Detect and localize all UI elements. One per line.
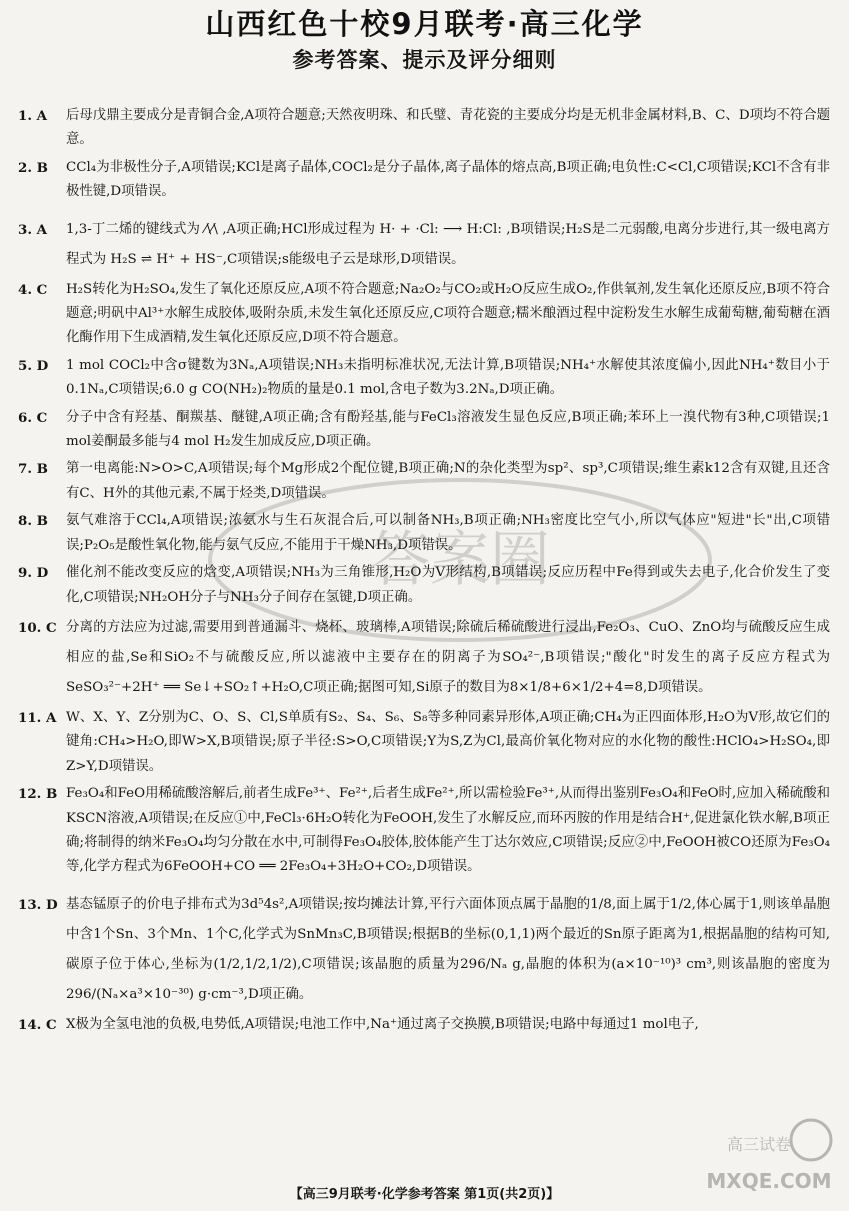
answer-text: CCl₄为非极性分子,A项错误;KCl是离子晶体,COCl₂是分子晶体,离子晶体的熔点高,B项正确;电负性:C<Cl,C项错误;KCl不含有非极性键,D项错误。 (66, 159, 830, 200)
answer-item (18, 278, 830, 351)
answer-number: 3. A (18, 221, 48, 238)
answer-list (18, 104, 830, 1040)
answer-item (18, 104, 830, 153)
answer-item (18, 613, 830, 703)
answer-item (18, 215, 830, 275)
answer-text: X极为全氢电池的负极,电势低,A项错误;电池工作中,Na⁺通过离子交换膜,B项错误;电路中每通过1 mol电子, (66, 1016, 699, 1032)
answer-number: 5. D (18, 357, 49, 374)
answer-number: 12. B (18, 786, 58, 803)
answer-text: 1,3-丁二烯的键线式为 ⁄\⁄\ ,A项正确;HCl形成过程为 H· + ·Cl: ⟶ H:Cl: ,B项错误;H₂S是二元弱酸,电离分步进行,其一级电离方程式为 H₂S ⇌ H⁺ + HS⁻,C项错误;s能级电子云是球形,D项错误。 (66, 221, 830, 267)
answer-item (18, 406, 830, 455)
logo-url: MXQE.COM (706, 1169, 832, 1193)
logo-text: 高三试卷 (726, 1135, 792, 1154)
answer-text: 后母戊鼎主要成分是青铜合金,A项符合题意;天然夜明珠、和氏璧、青花瓷的主要成分均是无机非金属材料,B、C、D项均不符合题意。 (66, 108, 830, 148)
answer-text: 分子中含有羟基、酮羰基、醚键,A项正确;含有酚羟基,能与FeCl₃溶液发生显色反应,B项正确;苯环上一溴代物有3种,C项错误;1 mol姜酮最多能与4 mol H₂发生加成反应,D项正确。 (66, 409, 830, 450)
answer-number: 6. C (18, 409, 48, 426)
answer-number: 13. D (18, 896, 58, 913)
answer-text: 第一电离能:N>O>C,A项错误;每个Mg形成2个配位键,B项正确;N的杂化类型为sp²、sp³,C项错误;维生素k12含有双键,且还含有C、H外的其他元素,不属于烃类,D项错误。 (66, 461, 830, 501)
answer-number: 4. C (18, 281, 48, 298)
answer-number: 11. A (18, 709, 57, 726)
answer-text: W、X、Y、Z分别为C、O、S、Cl,S单质有S₂、S₄、S₆、S₈等多种同素异形体,A项正确;CH₄为正四面体形,H₂O为V形,故它们的键角:CH₄>H₂O,即W>X,B项错误;原子半径:S>O,C项错误;Y为S,Z为Cl,最高价氧化物对应的水化物的酸性:HClO₄>H₂SO₄,即Z>Y,D项错误。 (66, 709, 830, 774)
answer-text: Fe₃O₄和FeO用稀硫酸溶解后,前者生成Fe³⁺、Fe²⁺,后者生成Fe²⁺,所以需检验Fe³⁺,从而得出鉴别Fe₃O₄和FeO时,应加入稀硫酸和KSCN溶液,A项错误;在反应①中,FeCl₃·6H₂O转化为FeOOH,发生了水解反应,而环丙胺的作用是结合H⁺,促进氯化铁水解,B项正确;将制得的纳米Fe₃O₄均匀分散在水中,可制得Fe₃O₄胶体,胶体能产生丁达尔效应,C项错误;反应②中,FeOOH被CO还原为Fe₃O₄等,化学方程式为6FeOOH+CO ══ 2Fe₃O₄+3H₂O+CO₂,D项错误。 (66, 786, 830, 875)
answer-text: 1 mol COCl₂中含σ键数为3Nₐ,A项错误;NH₃未指明标准状况,无法计算,B项错误;NH₄⁺水解使其浓度偏小,因此NH₄⁺数目小于0.1Nₐ,C项错误;6.0 g CO(NH₂)₂物质的量是0.1 mol,含电子数为3.2Nₐ,D项正确。 (66, 357, 830, 398)
answer-number: 14. C (18, 1016, 57, 1033)
answer-number: 2. B (18, 159, 48, 176)
answer-text: 催化剂不能改变反应的焓变,A项错误;NH₃为三角锥形,H₂O为V形结构,B项错误;反应历程中Fe得到或失去电子,化合价发生了变化,C项错误;NH₂OH分子与NH₃分子间存在氢键,D项正确。 (66, 565, 830, 605)
page-subtitle: 参考答案、提示及评分细则 (292, 48, 557, 72)
answer-text: H₂S转化为H₂SO₄,发生了氧化还原反应,A项不符合题意;Na₂O₂与CO₂或H₂O反应生成O₂,作供氧剂,发生氧化还原反应,B项不符合题意;明矾中Al³⁺水解生成胶体,吸附杂质,未发生氧化还原反应,C项符合题意;糯米酿酒过程中淀粉发生水解生成葡萄糖,葡萄糖在酒化酶作用下生成酒精,发生氧化还原反应,D项不符合题意。 (66, 281, 830, 346)
answer-item (18, 890, 830, 1010)
answer-item (18, 156, 830, 205)
answer-text: 氨气难溶于CCl₄,A项错误;浓氨水与生石灰混合后,可以制备NH₃,B项正确;NH₃密度比空气小,所以气体应"短进"长"出,C项错误;P₂O₅是酸性氧化物,能与氨气反应,不能用于干燥NH₃,D项错误。 (66, 513, 830, 553)
answer-item (18, 1013, 830, 1037)
answer-item (18, 509, 830, 558)
answer-number: 8. B (18, 513, 48, 530)
answer-number: 9. D (18, 565, 49, 582)
answer-item (18, 561, 830, 610)
answer-text: 基态锰原子的价电子排布式为3d⁵4s²,A项错误;按均摊法计算,平行六面体顶点属于晶胞的1/8,面上属于1/2,体心属于1,则该单晶胞中含1个Sn、3个Mn、1个C,化学式为SnMn₃C,B项错误;根据B的坐标(0,1,1)两个最近的Sn原子距离为1,根据晶胞的结构可知,碳原子位于体心,坐标为(1/2,1/2,1/2),C项错误;该晶胞的质量为296/Nₐ g,晶胞的体积为(a×10⁻¹⁰)³ cm³,则该晶胞的密度为 296/(Nₐ×a³×10⁻³⁰) g·cm⁻³,D项正确。 (66, 896, 830, 1002)
answer-text: 分离的方法应为过滤,需要用到普通漏斗、烧杯、玻璃棒,A项错误;除硫后稀硫酸进行浸出,Fe₂O₃、CuO、ZnO均与硫酸反应生成相应的盐,Se和SiO₂不与硫酸反应,所以滤液中主要存在的阴离子为SO₄²⁻,B项错误;"酸化"时发生的离子反应方程式为SeSO₃²⁻+2H⁺ ══ Se↓+SO₂↑+H₂O,C项正确;据图可知,Si原子的数目为8×1/8+6×1/2+4=8,D项错误。 (66, 619, 830, 695)
page-title: 山西红色十校9月联考·高三化学 (205, 7, 644, 41)
page-footer: 【高三9月联考·化学参考答案 第1页(共2页)】 (289, 1187, 560, 1202)
answer-number: 10. C (18, 619, 57, 636)
answer-number: 1. A (18, 108, 48, 124)
answer-item (18, 354, 830, 403)
watermark-text: 答案圈 (370, 525, 550, 595)
answer-item (18, 457, 830, 506)
answer-number: 7. B (18, 461, 48, 478)
answer-item (18, 706, 830, 779)
answer-item (18, 782, 830, 880)
